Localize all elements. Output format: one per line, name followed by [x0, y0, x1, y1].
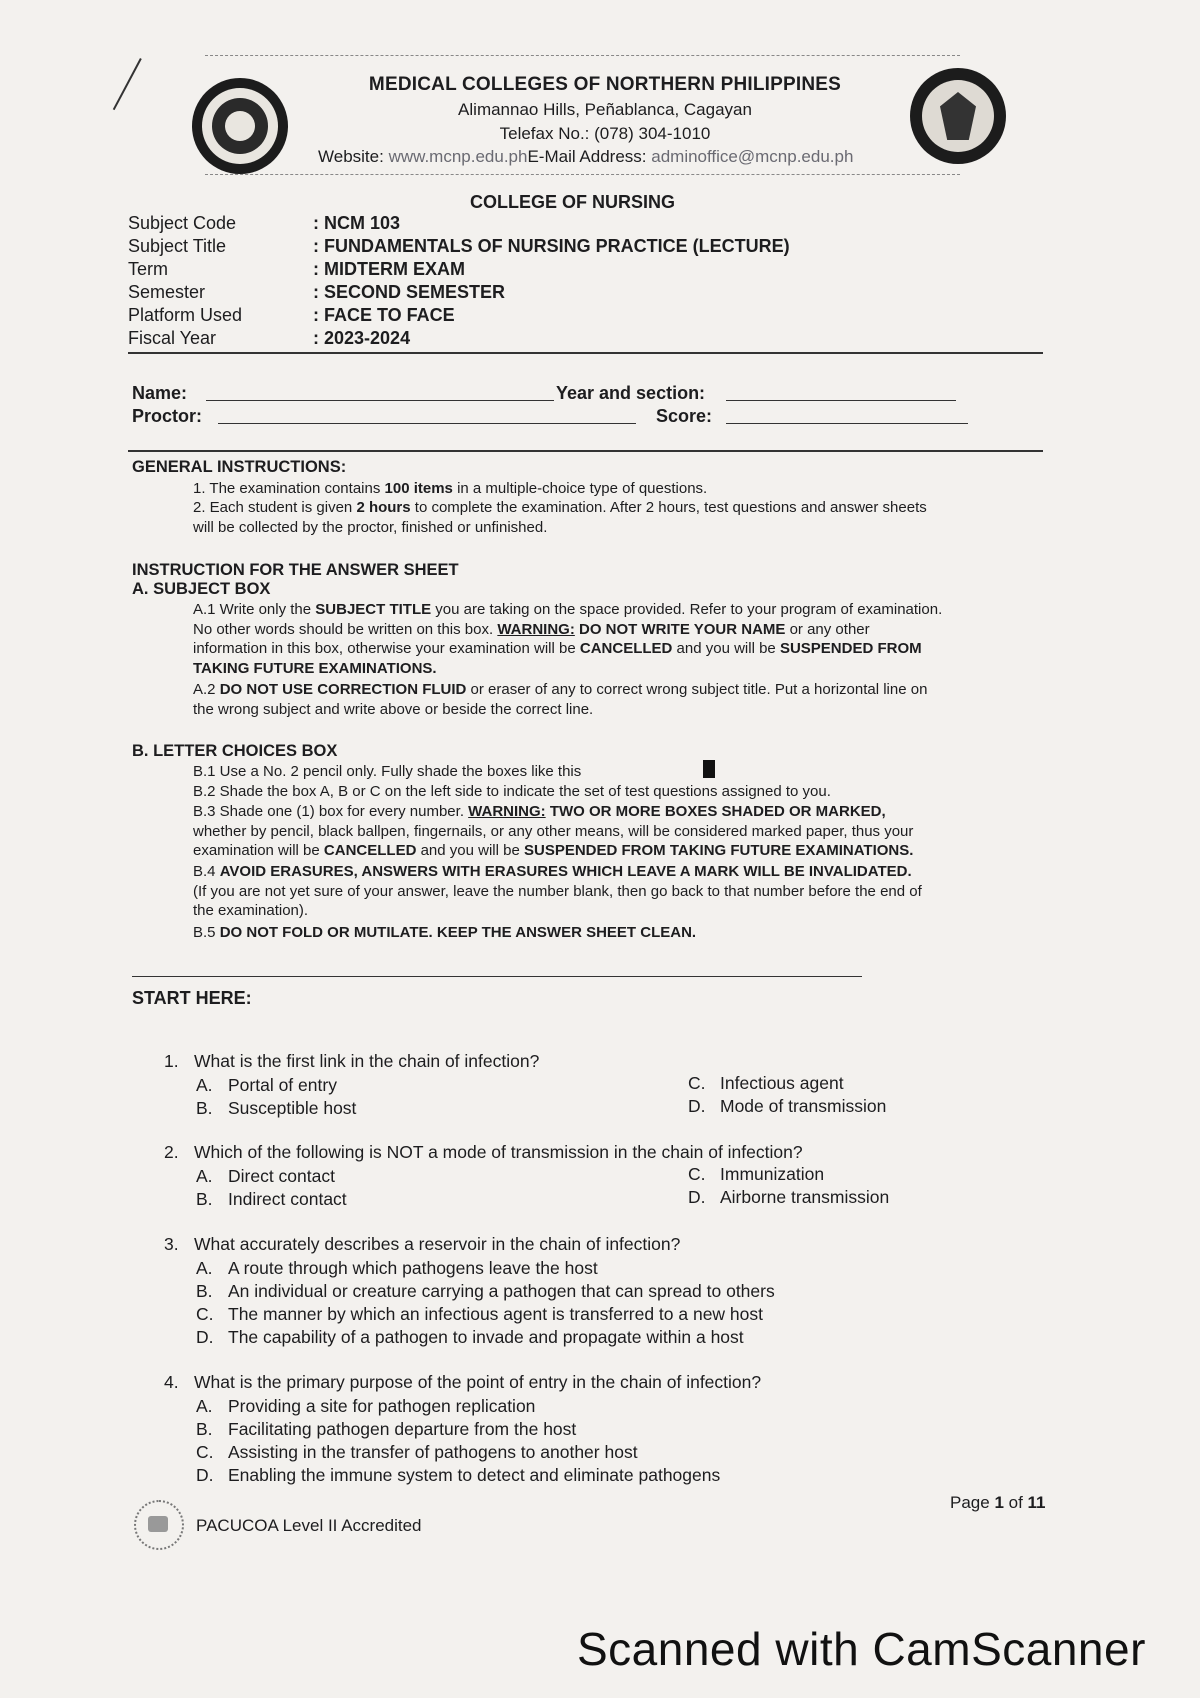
option-1d[interactable]: D. Mode of transmission — [688, 1096, 887, 1116]
general-instruction-2: 2. Each student is given 2 hours to complete the examination. After 2 hours, test questions and answer sheets will be collected by the proctor, finished or unfinished. — [193, 499, 927, 536]
option-3c[interactable]: C. The manner by which an infectious agent is transferred to a new host — [196, 1304, 764, 1324]
instruction-b1: B.1 Use a No. 2 pencil only. Fully shade the boxes like this — [193, 763, 582, 780]
camscanner-watermark: Scanned with CamScanner — [577, 1623, 1146, 1675]
accreditation-text: PACUCOA Level II Accredited — [196, 1516, 422, 1535]
shaded-box-sample — [703, 760, 715, 778]
option-1a[interactable]: A. Portal of entry — [196, 1075, 337, 1095]
info-value: : 2023-2024 — [313, 328, 411, 348]
option-2d[interactable]: D. Airborne transmission — [688, 1187, 890, 1207]
option-4d[interactable]: D. Enabling the immune system to detect and eliminate pathogens — [196, 1465, 721, 1485]
instruction-b4: B.4 AVOID ERASURES, ANSWERS WITH ERASURES WHICH LEAVE A MARK WILL BE INVALIDATED. (If you are not yet sure of your answer, leave the number blank, then go back to that number before the end of the examination). — [193, 863, 922, 919]
instruction-a2: A.2 DO NOT USE CORRECTION FLUID or eraser of any to correct wrong subject title. Put a horizontal line on the wrong subject and write above or beside the correct line. — [193, 681, 928, 718]
institution-name: MEDICAL COLLEGES OF NORTHERN PHILIPPINES — [368, 74, 842, 95]
option-3d[interactable]: D. The capability of a pathogen to invade and propagate within a host — [196, 1327, 744, 1347]
header-bottom-rule — [205, 174, 960, 175]
info-value: : FUNDAMENTALS OF NURSING PRACTICE (LECTURE) — [313, 236, 790, 256]
school-seal-icon — [192, 78, 288, 174]
instruction-b5: B.5 DO NOT FOLD OR MUTILATE. KEEP THE ANSWER SHEET CLEAN. — [193, 924, 697, 941]
question-2: 2. Which of the following is NOT a mode of transmission in the chain of infection? — [164, 1142, 803, 1162]
email-label: E-Mail Address: — [527, 147, 647, 166]
email-link[interactable]: adminoffice@mcnp.edu.ph — [651, 147, 854, 166]
option-3b[interactable]: B. An individual or creature carrying a pathogen that can spread to others — [196, 1281, 775, 1301]
instruction-a1: A.1 Write only the SUBJECT TITLE you are taking on the space provided. Refer to your program of examination. No other words should be written on this box. WARNING: DO NOT WRITE YOUR NAME or any other information in this box, otherwise your examination will be CANCELLED and you will be SUSPENDED FROM TAKING FUTURE EXAMINATIONS. — [193, 601, 943, 677]
general-instructions-heading: GENERAL INSTRUCTIONS: — [132, 458, 347, 476]
answer-sheet-heading: INSTRUCTION FOR THE ANSWER SHEET — [132, 561, 459, 579]
option-2c[interactable]: C. Immunization — [688, 1164, 825, 1184]
general-instruction-1: 1. The examination contains 100 items in a multiple-choice type of questions. — [193, 480, 708, 497]
year-section-field[interactable] — [726, 400, 956, 401]
option-2a[interactable]: A. Direct contact — [196, 1166, 335, 1186]
page-number: Page 1 of 11 — [950, 1493, 1046, 1512]
info-divider — [128, 352, 1043, 354]
option-1c[interactable]: C. Infectious agent — [688, 1073, 844, 1093]
question-3: 3. What accurately describes a reservoir in the chain of infection? — [164, 1234, 681, 1254]
info-value: : SECOND SEMESTER — [313, 282, 506, 302]
option-1b[interactable]: B. Susceptible host — [196, 1098, 357, 1118]
institution-telefax: Telefax No.: (078) 304-1010 — [499, 124, 711, 143]
pacucoa-logo-icon — [134, 1500, 184, 1550]
proctor-field[interactable] — [218, 423, 636, 424]
score-label: Score: — [656, 406, 713, 426]
college-name: COLLEGE OF NURSING — [470, 192, 676, 212]
instruction-b2: B.2 Shade the box A, B or C on the left side to indicate the set of test questions assigned to you. — [193, 783, 831, 800]
name-field[interactable] — [206, 400, 554, 401]
year-section-label: Year and section: — [556, 383, 706, 403]
info-label: Subject Title — [128, 236, 227, 256]
letter-choices-heading: B. LETTER CHOICES BOX — [132, 742, 338, 760]
instruction-b3: B.3 Shade one (1) box for every number. WARNING: TWO OR MORE BOXES SHADED OR MARKED, whether by pencil, black ballpen, fingernails, or any other means, will be considered marked paper, thus your examination will be CANCELLED and you will be SUSPENDED FROM TAKING FUTURE EXAMINATIONS. — [193, 803, 914, 859]
info-value: : NCM 103 — [313, 213, 401, 233]
info-value: : MIDTERM EXAM — [313, 259, 465, 279]
option-4a[interactable]: A. Providing a site for pathogen replication — [196, 1396, 536, 1416]
option-4c[interactable]: C. Assisting in the transfer of pathogens to another host — [196, 1442, 638, 1462]
fields-divider — [128, 450, 1043, 452]
institution-address: Alimannao Hills, Peñablanca, Cagayan — [458, 100, 752, 119]
website-label: Website: — [318, 147, 384, 166]
info-label: Fiscal Year — [128, 328, 217, 348]
question-1: 1. What is the first link in the chain of infection? — [164, 1051, 540, 1071]
subject-box-heading: A. SUBJECT BOX — [132, 580, 271, 598]
pen-mark — [113, 58, 142, 110]
website-link[interactable]: www.mcnp.edu.ph — [388, 147, 528, 166]
question-4: 4. What is the primary purpose of the point of entry in the chain of infection? — [164, 1372, 762, 1392]
info-label: Term — [128, 259, 168, 279]
info-label: Semester — [128, 282, 206, 302]
start-divider — [132, 976, 862, 977]
header-top-rule — [205, 55, 960, 56]
proctor-label: Proctor: — [132, 406, 203, 426]
info-label: Subject Code — [128, 213, 237, 233]
institution-contact-line — [318, 147, 958, 167]
info-label: Platform Used — [128, 305, 243, 325]
option-2b[interactable]: B. Indirect contact — [196, 1189, 347, 1209]
option-4b[interactable]: B. Facilitating pathogen departure from the host — [196, 1419, 577, 1439]
name-label: Name: — [132, 383, 188, 403]
info-value: : FACE TO FACE — [313, 305, 455, 325]
score-field[interactable] — [726, 423, 968, 424]
start-here-heading: START HERE: — [132, 988, 252, 1008]
option-3a[interactable]: A. A route through which pathogens leave the host — [196, 1258, 598, 1278]
